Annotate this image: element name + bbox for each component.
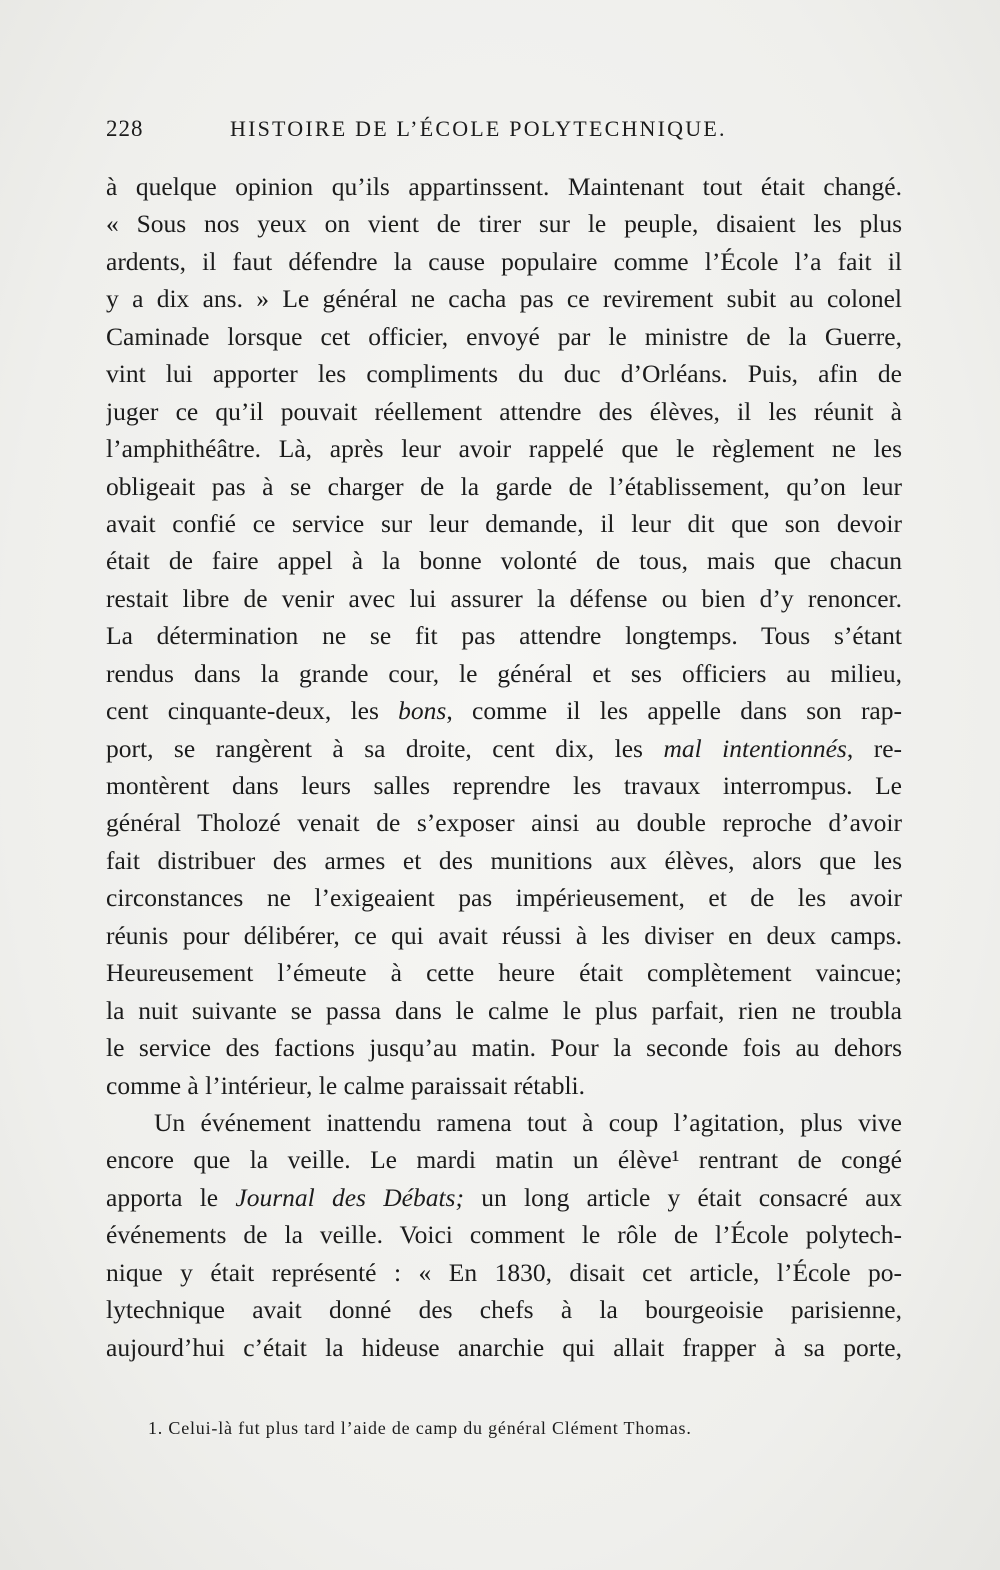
text-line: Un événement inattendu ramena tout à coup l’agitation, plus vive — [154, 1107, 902, 1137]
text-line: comme à l’intérieur, le calme paraissait rétabli. — [106, 1070, 586, 1100]
text-line: événements de la veille. Voici comment le rôle de l’École polytech- — [106, 1220, 902, 1250]
text-line: juger ce qu’il pouvait réellement attendre des élèves, il les réunit à — [106, 396, 902, 426]
text-line: La détermination ne se fit pas attendre longtemps. Tous s’étant — [106, 621, 902, 651]
text-line: encore que la veille. Le mardi matin un élève¹ rentrant de congé — [106, 1145, 902, 1175]
text-line: restait libre de venir avec lui assurer la défense ou bien d’y renoncer. — [106, 583, 902, 613]
text-line: obligeait pas à se charger de la garde de l’établissement, qu’on leur — [106, 471, 902, 501]
text-line: apporta le Journal des Débats; un long article y était consacré aux — [106, 1182, 902, 1212]
page-header — [106, 116, 900, 146]
text-line: à quelque opinion qu’ils appartinssent. Maintenant tout était changé. — [106, 172, 902, 201]
text-line: Heureusement l’émeute à cette heure était complètement vaincue; — [106, 958, 902, 988]
text-line: nique y était représenté : « En 1830, disait cet article, l’École po- — [106, 1257, 902, 1287]
text-line: lytechnique avait donné des chefs à la bourgeoisie parisienne, — [106, 1295, 902, 1325]
page-number: 228 — [106, 116, 144, 141]
text-line: réunis pour délibérer, ce qui avait réussi à les diviser en deux camps. — [106, 920, 902, 950]
text-line: était de faire appel à la bonne volonté de tous, mais que chacun — [106, 546, 902, 576]
text-line: le service des factions jusqu’au matin. Pour la seconde fois au dehors — [106, 1033, 902, 1063]
text-line: aujourd’hui c’était la hideuse anarchie qui allait frapper à sa porte, — [106, 1332, 902, 1362]
text-line: la nuit suivante se passa dans le calme le plus parfait, rien ne troubla — [106, 995, 902, 1025]
text-line: rendus dans la grande cour, le général et ses officiers au milieu, — [106, 658, 902, 688]
text-line: général Tholozé venait de s’exposer ainsi au double reproche d’avoir — [106, 808, 902, 838]
text-line: l’amphithéâtre. Là, après leur avoir rappelé que le règlement ne les — [106, 434, 902, 464]
text-line: avait confié ce service sur leur demande, il leur dit que son devoir — [106, 508, 902, 538]
running-title: HISTOIRE DE L’ÉCOLE POLYTECHNIQUE. — [230, 116, 727, 141]
footnote: 1. Celui-là fut plus tard l’aide de camp du général Clément Thomas. — [148, 1418, 692, 1438]
text-line: y a dix ans. » Le général ne cacha pas ce revirement subit au colonel — [106, 284, 902, 314]
text-line: port, se rangèrent à sa droite, cent dix, les mal intentionnés, re- — [106, 733, 902, 763]
text-line: Caminade lorsque cet officier, envoyé par le ministre de la Guerre, — [106, 321, 902, 351]
text-line: vint lui apporter les compliments du duc d’Orléans. Puis, afin de — [106, 359, 902, 389]
text-line: ardents, il faut défendre la cause populaire comme l’École l’a fait il — [106, 246, 902, 276]
text-line: cent cinquante-deux, les bons, comme il les appelle dans son rap- — [106, 696, 902, 726]
text-line: montèrent dans leurs salles reprendre les travaux interrompus. Le — [106, 771, 902, 800]
text-line: circonstances ne l’exigeaient pas impérieusement, et de les avoir — [106, 883, 902, 913]
text-line: « Sous nos yeux on vient de tirer sur le peuple, disaient les plus — [106, 209, 902, 239]
body-text — [106, 168, 902, 1366]
text-line: fait distribuer des armes et des munitions aux élèves, alors que les — [106, 845, 902, 875]
